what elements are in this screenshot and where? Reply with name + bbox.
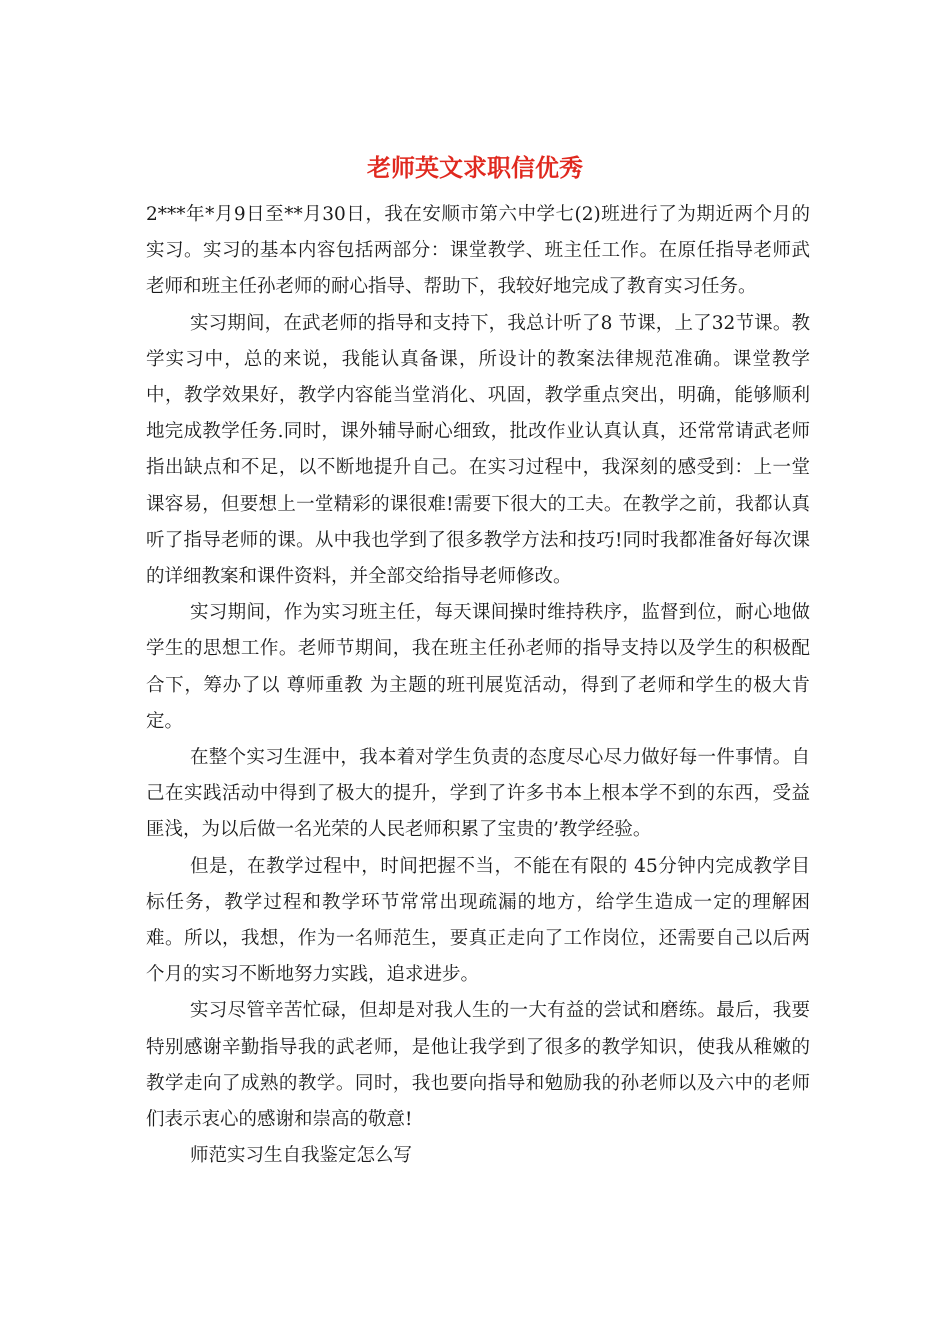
paragraph-5: 但是，在教学过程中，时间把握不当，不能在有限的 45分钟内完成教学目标任务，教学过程和教学环节常常出现疏漏的地方，给学生造成一定的理解困难。所以，我想，作为一名师范生，要真正走向了工作岗位，还需要自己以后两个月的实习不断地努力实践，追求进步。 (146, 855, 810, 986)
document-title: 老师英文求职信优秀 (367, 153, 583, 182)
paragraph-7: 师范实习生自我鉴定怎么写 (190, 1145, 413, 1167)
paragraph-3: 实习期间，作为实习班主任，每天课间操时维持秩序，监督到位，耐心地做学生的思想工作。老师节期间，我在班主任孙老师的指导支持以及学生的积极配合下，筹办了以 尊师重教 为主题的班刊展览活动，得到了老师和学生的极大肯定。 (146, 602, 810, 732)
paragraph-6: 实习尽管辛苦忙碌，但却是对我人生的一大有益的尝试和磨练。最后，我要特别感谢辛勤指导我的武老师，是他让我学到了很多的教学知识，使我从稚嫩的教学走向了成熟的教学。同时，我也要向指导和勉励我的孙老师以及六中的老师们表示衷心的感谢和崇高的敬意! (146, 1000, 810, 1131)
document-body (146, 197, 810, 1174)
paragraph-2: 实习期间，在武老师的指导和支持下，我总计听了8 节课，上了32节课。教学实习中，总的来说，我能认真备课，所设计的教案法律规范准确。课堂教学中，教学效果好，教学内容能当堂消化、巩固，教学重点突出，明确，能够顺利地完成教学任务.同时，课外辅导耐心细致，批改作业认真认真，还常常请武老师指出缺点和不足，以不断地提升自己。在实习过程中，我深刻的感受到：上一堂课容易，但要想上一堂精彩的课很难!需要下很大的工夫。在教学之前，我都认真听了指导老师的课。从中我也学到了很多教学方法和技巧!同时我都准备好每次课的详细教案和课件资料，并全部交给指导老师修改。 (146, 312, 811, 588)
paragraph-1: 2***年*月9日至**月30日，我在安顺市第六中学七(2)班进行了为期近两个月的实习。实习的基本内容包括两部分：课堂教学、班主任工作。在原任指导老师武老师和班主任孙老师的耐心指导、帮助下，我较好地完成了教育实习任务。 (146, 204, 810, 298)
paragraph-4: 在整个实习生涯中，我本着对学生负责的态度尽心尽力做好每一件事情。自己在实践活动中得到了极大的提升，学到了许多书本上根本学不到的东西，受益匪浅，为以后做一名光荣的人民老师积累了宝贵的’教学经验。 (146, 747, 810, 841)
